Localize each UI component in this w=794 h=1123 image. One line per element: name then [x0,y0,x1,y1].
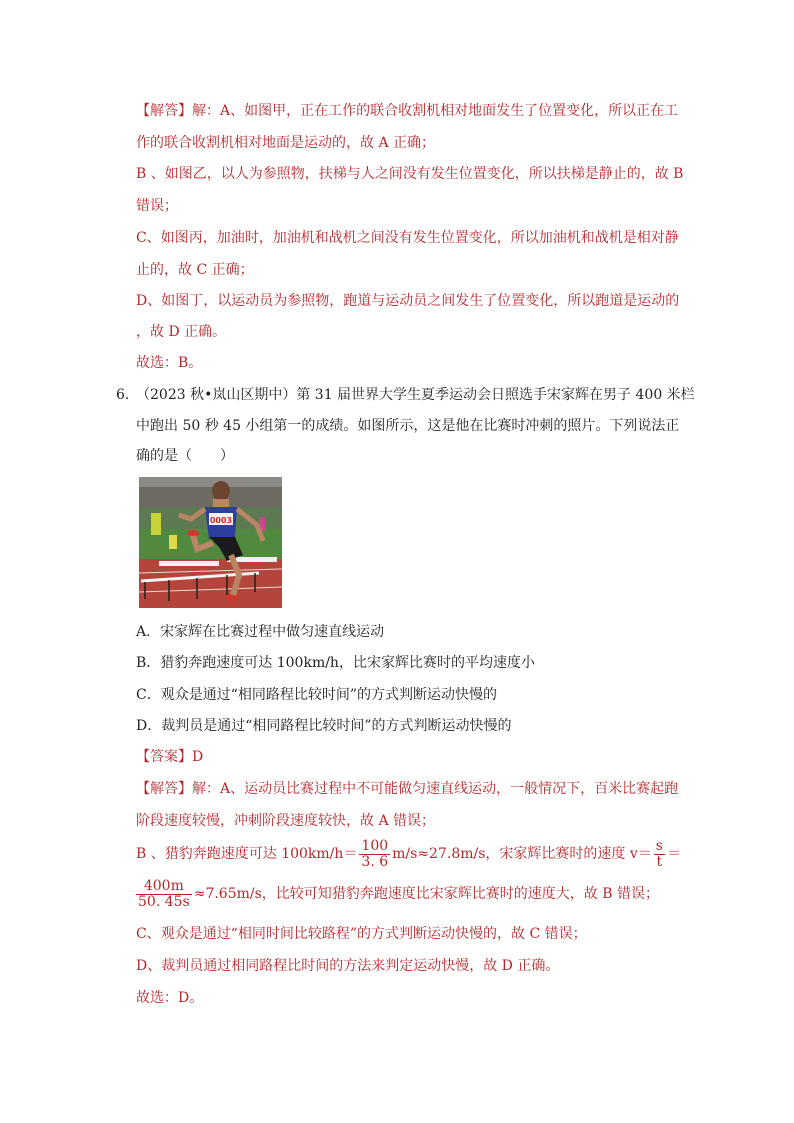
solution-5-line-7: D、如图丁，以运动员为参照物，跑道与运动员之间发生了位置变化，所以跑道是运动的 [136,293,680,309]
answer-value: D [192,749,204,765]
option-a: A．宋家辉在比赛过程中做匀速直线运动 [136,624,385,640]
bib-number: 0003 [209,516,233,525]
question-6-line-1: （2023 秋•岚山区期中）第 31 届世界大学生夏季运动会日照选手宋家辉在男子 400 米栏 [136,387,695,403]
solution-5-line-5: C、如图丙，加油时，加油机和战机之间没有发生位置变化，所以加油机和战机是相对静 [136,230,679,246]
solution-6-line-5: C、观众是通过“相同时间比较路程”的方式判断运动快慢的，故 C 错误； [136,926,587,942]
solution-5-line-1: 【解答】解：A、如图甲，正在工作的联合收割机相对地面发生了位置变化，所以正在工 [136,103,679,119]
hurdler-photo [139,477,282,608]
question-6-number: 6． [116,387,139,403]
question-6-line-2: 中跑出 50 秒 45 小组第一的成绩。如图所示，这是他在比赛时冲刺的照片。下列说法正 [136,418,680,434]
solution-5-line-4: 错误； [136,198,178,214]
fraction-400m-over-50.45s: $\frac{400m}{50. 45s}$ [138,877,190,910]
solution-5-line-2: 作的联合收割机相对地面是运动的，故 A 正确； [136,135,436,151]
option-b: B．猎豹奔跑速度可达 100km/h，比宋家辉比赛时的平均速度小 [136,655,535,671]
solution-6-line-1: 【解答】解：A、运动员比赛过程中不可能做匀速直线运动，一般情况下，百米比赛起跑 [136,781,679,797]
fraction-s-over-t: $\frac{s}{t}$ [655,837,663,870]
solution-6-line-2: 阶段速度较慢，冲刺阶段速度较快，故 A 错误； [136,813,436,829]
solution-6-choice: 故选：D。 [136,990,204,1006]
solution-6-line-6: D、裁判员通过相同路程比时间的方法来判定运动快慢，故 D 正确。 [136,958,560,974]
question-6-line-3: 确的是（ ） [136,448,234,464]
solution-tag: 【解答】 [136,103,192,119]
solution-5-line-3: B 、如图乙，以人为参照物，扶梯与人之间没有发生位置变化，所以扶梯是静止的，故 B [136,166,684,182]
solution-5-line-8: ，故 D 正确。 [136,324,227,340]
answer-tag: 【答案】 [136,749,192,765]
solution-tag: 【解答】 [136,781,192,797]
hurdler-photo-svg [139,477,282,608]
answer-6 [136,747,203,767]
fraction-100-over-3.6: $\frac{100}{3. 6}$ [361,837,389,870]
solution-5-line-6: 止的，故 C 正确； [136,262,254,278]
option-d: D．裁判员是通过“相同路程比较时间”的方式判断运动快慢的 [136,718,512,734]
solution-6-line-3: B 、猎豹奔跑速度可达 100km/h＝ $\frac{100}{3. 6}$ m/s≈27.8m/s，宋家辉比赛时的速度 v＝ $\frac{s}{t}$ ＝ [136,837,681,870]
solution-6-line-4: $\frac{400m}{50. 45s}$ ≈7.65m/s，比较可知猎豹奔跑速度比宋家辉比赛时的速度大，故 B 错误； [138,877,659,910]
solution-5-choice: 故选：B。 [136,355,203,371]
option-c: C．观众是通过“相同路程比较时间”的方式判断运动快慢的 [136,687,498,703]
